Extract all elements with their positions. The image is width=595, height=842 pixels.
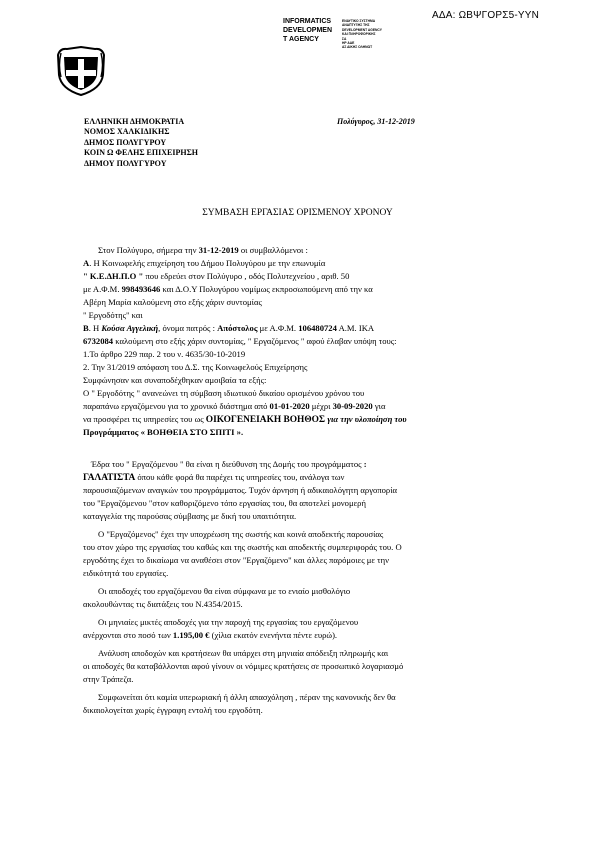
logo-small-line: DEVELOPMENT AGENCY [342, 27, 382, 32]
paragraph-line: Οι μηνιαίες μικτές αποδοχές για την παροχή της εργασίας του εργαζόμενου [98, 617, 359, 627]
header-line: ΔΗΜΟΥ ΠΟΛΥΓΥΡΟΥ [84, 158, 167, 168]
document-title: ΣΥΜΒΑΣΗ ΕΡΓΑΣΙΑΣ ΟΡΙΣΜΕΝΟΥ ΧΡΟΝΟΥ [202, 208, 393, 218]
paragraph-line: δικαιολογείται χωρίς έγγραφη εντολή του εργοδότη. [83, 705, 263, 715]
logo-small-line: ΕΝΑΥΤΙΚΟ ΣΥΣΤΗΜΑ [342, 19, 376, 23]
paragraph-line: Ο " Εργοδότης " ανανεώνει τη σύμβαση ιδιωτικού δικαίου ορισμένου χρόνου του [83, 388, 365, 398]
place-date: Πολύγυρος, 31-12-2019 [337, 117, 415, 126]
logo-line: DEVELOPMEN [283, 27, 333, 34]
paragraph-line: ανέρχονται στο ποσό των 1.195,00 € (χίλια εκατόν ενενήντα πέντε ευρώ). [83, 630, 338, 640]
paragraph-line: Προγράμματος « ΒΟΗΘΕΙΑ ΣΤΟ ΣΠΙΤΙ ». [83, 427, 244, 437]
paragraph-line: ειδικότητά του εργασίες. [83, 568, 169, 578]
logo-line: INFORMATICS [283, 18, 332, 25]
paragraph-line: εργοδότης έχει το δικαίωμα να αναθέσει στον "Εργαζόμενο" και άλλες παρόμοιες με την [83, 555, 390, 565]
paragraph-line: στην Τράπεζα. [83, 674, 134, 684]
logo-small-line: ΑΝΑΠΤΥΞΗΣ ΤΗΣ [342, 23, 370, 28]
paragraph-line: Συμφωνείται ότι καμία υπερωριακή ή άλλη απασχόληση , πέραν της κανονικής δεν θα [98, 692, 396, 702]
paragraph-line: παραπάνω εργαζόμενου για το χρονικό διάστημα από 01-01-2020 μέχρι 30-09-2020 για [83, 401, 386, 411]
paragraph-line: ΓΑΛΑΤΙΣΤΑ όπου κάθε φορά θα παρέχει τις υπηρεσίες του, ανάλογα των [83, 472, 345, 483]
logo-small-line: ΣΑ [342, 36, 347, 41]
ada-code: ΑΔΑ: ΩΒΨΓΟΡΣ5-ΥΥΝ [432, 10, 540, 21]
logo-small-line: ΑΣ ΔΙΚΗΣ ΟΛΗΝΩΤ [342, 45, 373, 50]
contract-body [83, 0, 543, 842]
header-line: ΚΟΙΝ Ω ΦΕΛΗΣ ΕΠΙΧΕΙΡΗΣΗ [84, 148, 199, 158]
logo-small-line: ΗΡ ΑΑΕ [342, 41, 355, 46]
header-line: ΕΛΛΗΝΙΚΗ ΔΗΜΟΚΡΑΤΙΑ [84, 117, 185, 126]
paragraph-line: " Κ.Ε.ΔΗ.Π.Ο " που εδρεύει στον Πολύγυρο , οδός Πολυτεχνείου , αριθ. 50 [83, 271, 350, 281]
paragraph-line: Συμφώνησαν και συναποδέχθηκαν αμοιβαία τα εξής: [83, 375, 267, 385]
paragraph-line: 1.Το άρθρο 229 παρ. 2 του ν. 4635/30-10-2019 [83, 349, 246, 359]
paragraph-line: να προσφέρει τις υπηρεσίες του ως ΟΙΚΟΓΕΝΕΙΑΚΗ ΒΟΗΘΟΣ για την υλοποίηση του [83, 414, 407, 425]
paragraph-line: Στον Πολύγυρο, σήμερα την 31-12-2019 οι συμβαλλόμενοι : [98, 245, 308, 255]
paragraph-line: Έδρα του " Εργαζόμενου " θα είναι η διεύθυνση της Δομής του προγράμματος : [91, 459, 367, 469]
paragraph-line: Ανάλυση αποδοχών και κρατήσεων θα υπάρχει στη μηνιαία απόδειξη πληρωμής και [98, 648, 389, 658]
paragraph-line: 2. Την 31/2019 απόφαση του Δ.Σ. της Κοινωφελούς Επιχείρησης [83, 362, 308, 372]
paragraph-line: Οι αποδοχές του εργαζόμενου θα είναι σύμφωνα με το ενιαίο μισθολόγιο [98, 586, 351, 596]
paragraph-line: Β. Η Κούσα Αγγελική, όνομα πατρός : Απόστολος με Α.Φ.Μ. 106480724 Α.Μ. ΙΚΑ [83, 323, 375, 333]
paragraph-line: με Α.Φ.Μ. 998493646 και Δ.Ο.Υ Πολυγύρου νομίμως εκπροσωπούμενη από την κα [83, 284, 373, 294]
paragraph-line: Α. Η Κοινωφελής επιχείρηση του Δήμου Πολυγύρου με την επωνυμία [83, 258, 326, 268]
paragraph-line: καταγγελία της παρούσας σύμβασης με δική του υπαιτιότητα. [83, 511, 297, 521]
paragraph-line: " Εργοδότης" και [83, 310, 143, 320]
paragraph-line: Ο "Εργαζόμενος" έχει την υποχρέωση της σωστής και κοινά αποδεκτής παρουσίας [98, 529, 384, 539]
logo-small-line: ΚΑΙ ΠΛΗΡΟΦΟΡΙΚΗΣ [342, 32, 376, 37]
paragraph-line: του "Εργαζόμενου "στον καθοριζόμενο τόπο εργασίας του, θα αποτελεί μονομερή [83, 498, 366, 508]
header-line: ΔΗΜΟΣ ΠΟΛΥΓΥΡΟΥ [84, 137, 167, 147]
paragraph-line: ακολουθώντας τις διατάξεις του Ν.4354/2015. [83, 599, 243, 609]
logo-line: T AGENCY [283, 36, 319, 43]
paragraph-line: οι αποδοχές θα καταβάλλονται αφού γίνουν οι νόμιμες κρατήσεις σε προσωπικό λογαριασμό [83, 661, 404, 671]
paragraph-line: 6732084 καλούμενη στο εξής χάριν συντομίας, " Εργαζόμενος " αφού έλαβαν υπόψη τους: [83, 336, 397, 346]
paragraph-line: παρουσιαζόμενων αναγκών του προγράμματος. Τυχόν άρνηση ή αδικαιολόγητη αργοπορία [83, 485, 398, 495]
paragraph-line: Αβέρη Μαρία καλούμενη στο εξής χάριν συντομίας [83, 297, 262, 307]
paragraph-line: του στον χώρο της εργασίας του καθώς και της σωστής και αποδεκτής συμπεριφοράς του. Ο [83, 542, 402, 552]
header-line: ΝΟΜΟΣ ΧΑΛΚΙΔΙΚΗΣ [84, 127, 170, 137]
